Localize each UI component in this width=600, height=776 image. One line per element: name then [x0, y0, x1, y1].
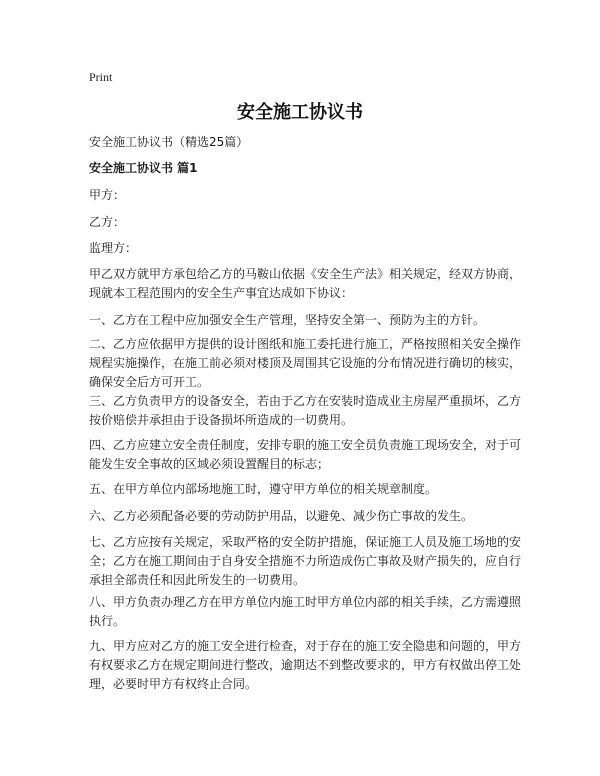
- clause-6: 六、乙方必须配备必要的劳动防护用品，以避免、减少伤亡事故的发生。: [89, 509, 474, 523]
- document-subtitle: 安全施工协议书（精选25篇）: [89, 135, 249, 149]
- clause-3: 三、乙方负责甲方的设备安全，若由于乙方在安装时造成业主房屋严重损坏，乙方按价赔偿并承担由于设备损坏所造成的一切费用。: [89, 394, 522, 427]
- print-link[interactable]: Print: [89, 70, 113, 84]
- clause-9: 九、甲方应对乙方的施工安全进行检查，对于存在的施工安全隐患和问题的，甲方有权要求乙方在规定期间进行整改，逾期达不到整改要求的，甲方有权做出停工处理，必要时甲方有权终止合同。: [89, 639, 522, 691]
- clause-2: 二、乙方应依据甲方提供的设计图纸和施工委托进行施工，严格按照相关安全操作规程实施操作，在施工前必须对楼顶及周围其它设施的分布情况进行确切的核实，确保安全后方可开工。: [89, 337, 522, 389]
- clause-4: 四、乙方应建立安全责任制度，安排专职的施工安全员负责施工现场安全，对于可能发生安全事故的区域必须设置醒目的标志；: [89, 438, 522, 471]
- clause-5: 五、在甲方单位内部场地施工时，遵守甲方单位的相关规章制度。: [89, 482, 438, 496]
- clause-7: 七、乙方应按有关规定，采取严格的安全防护措施，保证施工人员及施工场地的安全；乙方在施工期间由于自身安全措施不力所造成伤亡事故及财产损失的，应自行承担全部责任和因此所发生的一切费用。: [89, 535, 522, 587]
- section-heading: 安全施工协议书 篇1: [89, 161, 198, 175]
- party-a-line: 甲方：: [89, 188, 126, 202]
- preamble-paragraph: 甲乙双方就甲方承包给乙方的马鞍山依据《安全生产法》相关规定，经双方协商，现就本工程范围内的安全生产事宜达成如下协议：: [89, 267, 522, 300]
- clause-1: 一、乙方在工程中应加强安全生产管理，坚持安全第一、预防为主的方针。: [89, 313, 486, 327]
- party-b-line: 乙方：: [89, 215, 126, 229]
- supervisor-line: 监理方：: [89, 241, 138, 255]
- clause-8: 八、甲方负责办理乙方在甲方单位内施工时甲方单位内部的相关手续，乙方需遵照执行。: [89, 595, 522, 628]
- document-title: 安全施工协议书: [237, 102, 363, 123]
